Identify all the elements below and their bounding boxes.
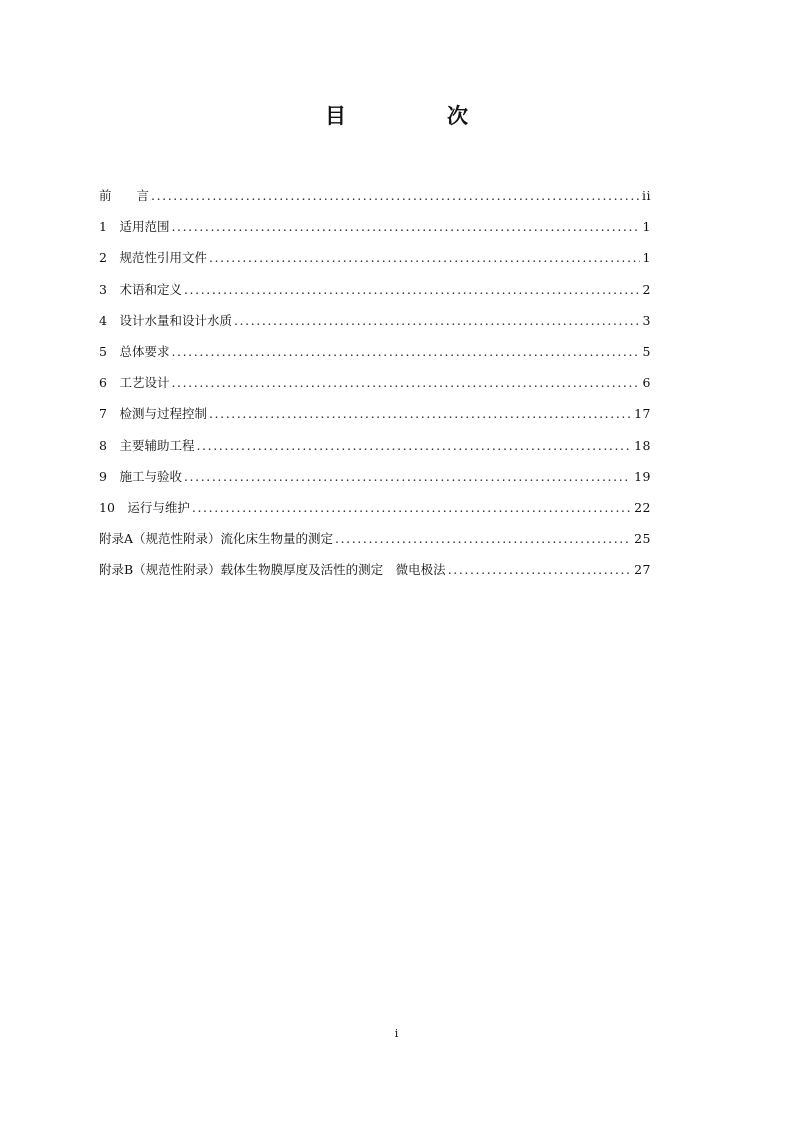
toc-entry-page: 18 bbox=[634, 437, 651, 453]
toc-leader-dots bbox=[171, 369, 639, 397]
toc-entry-4[interactable] bbox=[99, 307, 651, 338]
toc-entry-label: 9 施工与验收 bbox=[99, 468, 182, 484]
toc-entry-7[interactable] bbox=[99, 400, 651, 431]
toc-entry-label: 1 适用范围 bbox=[99, 219, 170, 235]
toc-entry-label: 7 检测与过程控制 bbox=[99, 406, 207, 422]
toc-leader-dots bbox=[171, 213, 639, 241]
toc-leader-dots bbox=[234, 307, 640, 335]
toc-leader-dots bbox=[209, 400, 631, 428]
toc-leader-dots bbox=[184, 276, 640, 304]
toc-leader-dots bbox=[171, 338, 639, 366]
toc-leader-dots bbox=[192, 494, 631, 522]
toc-leader-dots bbox=[448, 556, 631, 584]
toc-entry-page: 1 bbox=[642, 250, 651, 266]
toc-entry-page: 17 bbox=[634, 406, 651, 422]
toc-entry-label: 4 设计水量和设计水质 bbox=[99, 312, 232, 328]
toc-entry-5[interactable] bbox=[99, 338, 651, 369]
toc-entry-6[interactable] bbox=[99, 369, 651, 400]
table-of-contents bbox=[99, 182, 651, 587]
toc-entry-page: ii bbox=[642, 188, 651, 203]
toc-entry-label: 3 术语和定义 bbox=[99, 281, 182, 297]
toc-entry-page: 19 bbox=[634, 468, 651, 484]
toc-leader-dots bbox=[184, 463, 631, 491]
toc-entry-9[interactable] bbox=[99, 463, 651, 494]
toc-entry-2[interactable] bbox=[99, 244, 651, 275]
toc-entry-label: 2 规范性引用文件 bbox=[99, 250, 207, 266]
toc-entry-label: 附录B（规范性附录）载体生物膜厚度及活性的测定 微电极法 bbox=[99, 562, 446, 578]
toc-entry-page: 3 bbox=[642, 312, 651, 328]
toc-entry-page: 2 bbox=[642, 281, 651, 297]
toc-entry-page: 22 bbox=[634, 499, 651, 515]
toc-entry-1[interactable] bbox=[99, 213, 651, 244]
toc-entry-page: 27 bbox=[634, 562, 651, 578]
toc-entry-label: 前 言 bbox=[99, 188, 150, 203]
toc-entry-10[interactable] bbox=[99, 494, 651, 525]
toc-entry-page: 1 bbox=[642, 219, 651, 235]
toc-entry-label: 6 工艺设计 bbox=[99, 375, 170, 391]
page-number: i bbox=[394, 1027, 399, 1040]
toc-entry-appendix-b[interactable] bbox=[99, 556, 651, 587]
toc-entry-page: 5 bbox=[642, 343, 651, 359]
toc-entry-page: 6 bbox=[642, 375, 651, 391]
toc-leader-dots bbox=[209, 244, 640, 272]
toc-entry-3[interactable] bbox=[99, 276, 651, 307]
toc-entry-page: 25 bbox=[634, 531, 651, 547]
toc-leader-dots bbox=[151, 182, 639, 210]
toc-entry-foreword[interactable] bbox=[99, 182, 651, 213]
page-title: 目 次 bbox=[325, 104, 508, 128]
toc-entry-label: 8 主要辅助工程 bbox=[99, 437, 195, 453]
toc-leader-dots bbox=[196, 432, 631, 460]
toc-entry-label: 5 总体要求 bbox=[99, 343, 170, 359]
toc-entry-label: 附录A（规范性附录）流化床生物量的测定 bbox=[99, 531, 334, 547]
toc-leader-dots bbox=[335, 525, 631, 553]
toc-entry-appendix-a[interactable] bbox=[99, 525, 651, 556]
toc-entry-8[interactable] bbox=[99, 432, 651, 463]
toc-entry-label: 10 运行与维护 bbox=[99, 499, 190, 515]
